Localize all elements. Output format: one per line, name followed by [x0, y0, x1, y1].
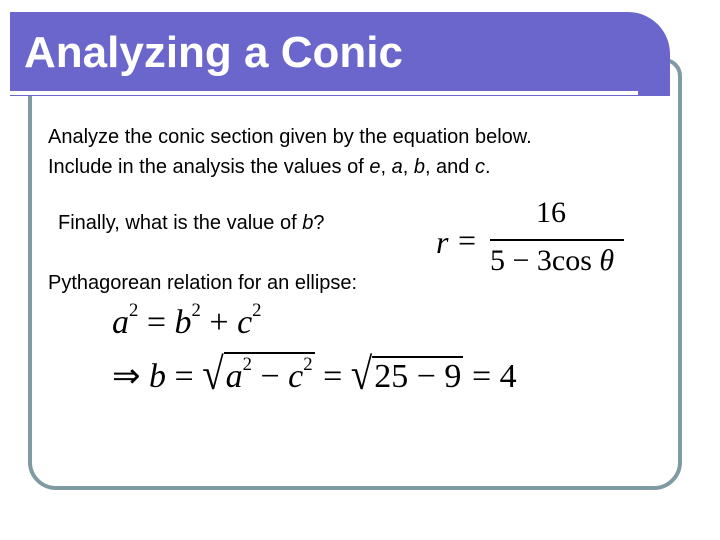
- solution-equation: ⇒ $b = √a^2 - c^2 = √25 - 9 = 4$: [112, 349, 517, 400]
- var-e: e: [369, 156, 381, 178]
- pythagorean-equation: $a^2 = b^2 + c^2$: [112, 300, 262, 341]
- eq-lhs: r: [436, 224, 449, 260]
- radicand-2: 25 − 9: [374, 358, 462, 395]
- relation-label: Pythagorean relation for an ellipse:: [48, 272, 358, 294]
- var-c: c: [474, 156, 485, 178]
- final-result: = 4: [463, 358, 517, 395]
- intro-line-2: Include in the analysis the values of e, a, b, and c.: [48, 156, 491, 178]
- question-var: b: [302, 212, 314, 234]
- eq-equals: =: [458, 222, 477, 258]
- radicand-1: $a^2 - c^2$: [225, 354, 313, 395]
- var-b: b: [413, 156, 425, 178]
- fraction-bar: [490, 239, 624, 241]
- eq-numerator: 16: [536, 196, 566, 229]
- eq-denominator: 5 − 3cos θ: [490, 244, 615, 277]
- radical-sign-2: √: [350, 349, 373, 400]
- intro-line-1: Analyze the conic section given by the equation below.: [48, 126, 532, 148]
- slide-title: Analyzing a Conic: [24, 28, 403, 77]
- radical-sign-1: √: [202, 349, 224, 400]
- question-text: Finally, what is the value of b?: [58, 212, 325, 234]
- var-a: a: [391, 156, 403, 178]
- banner-underline: [10, 91, 638, 95]
